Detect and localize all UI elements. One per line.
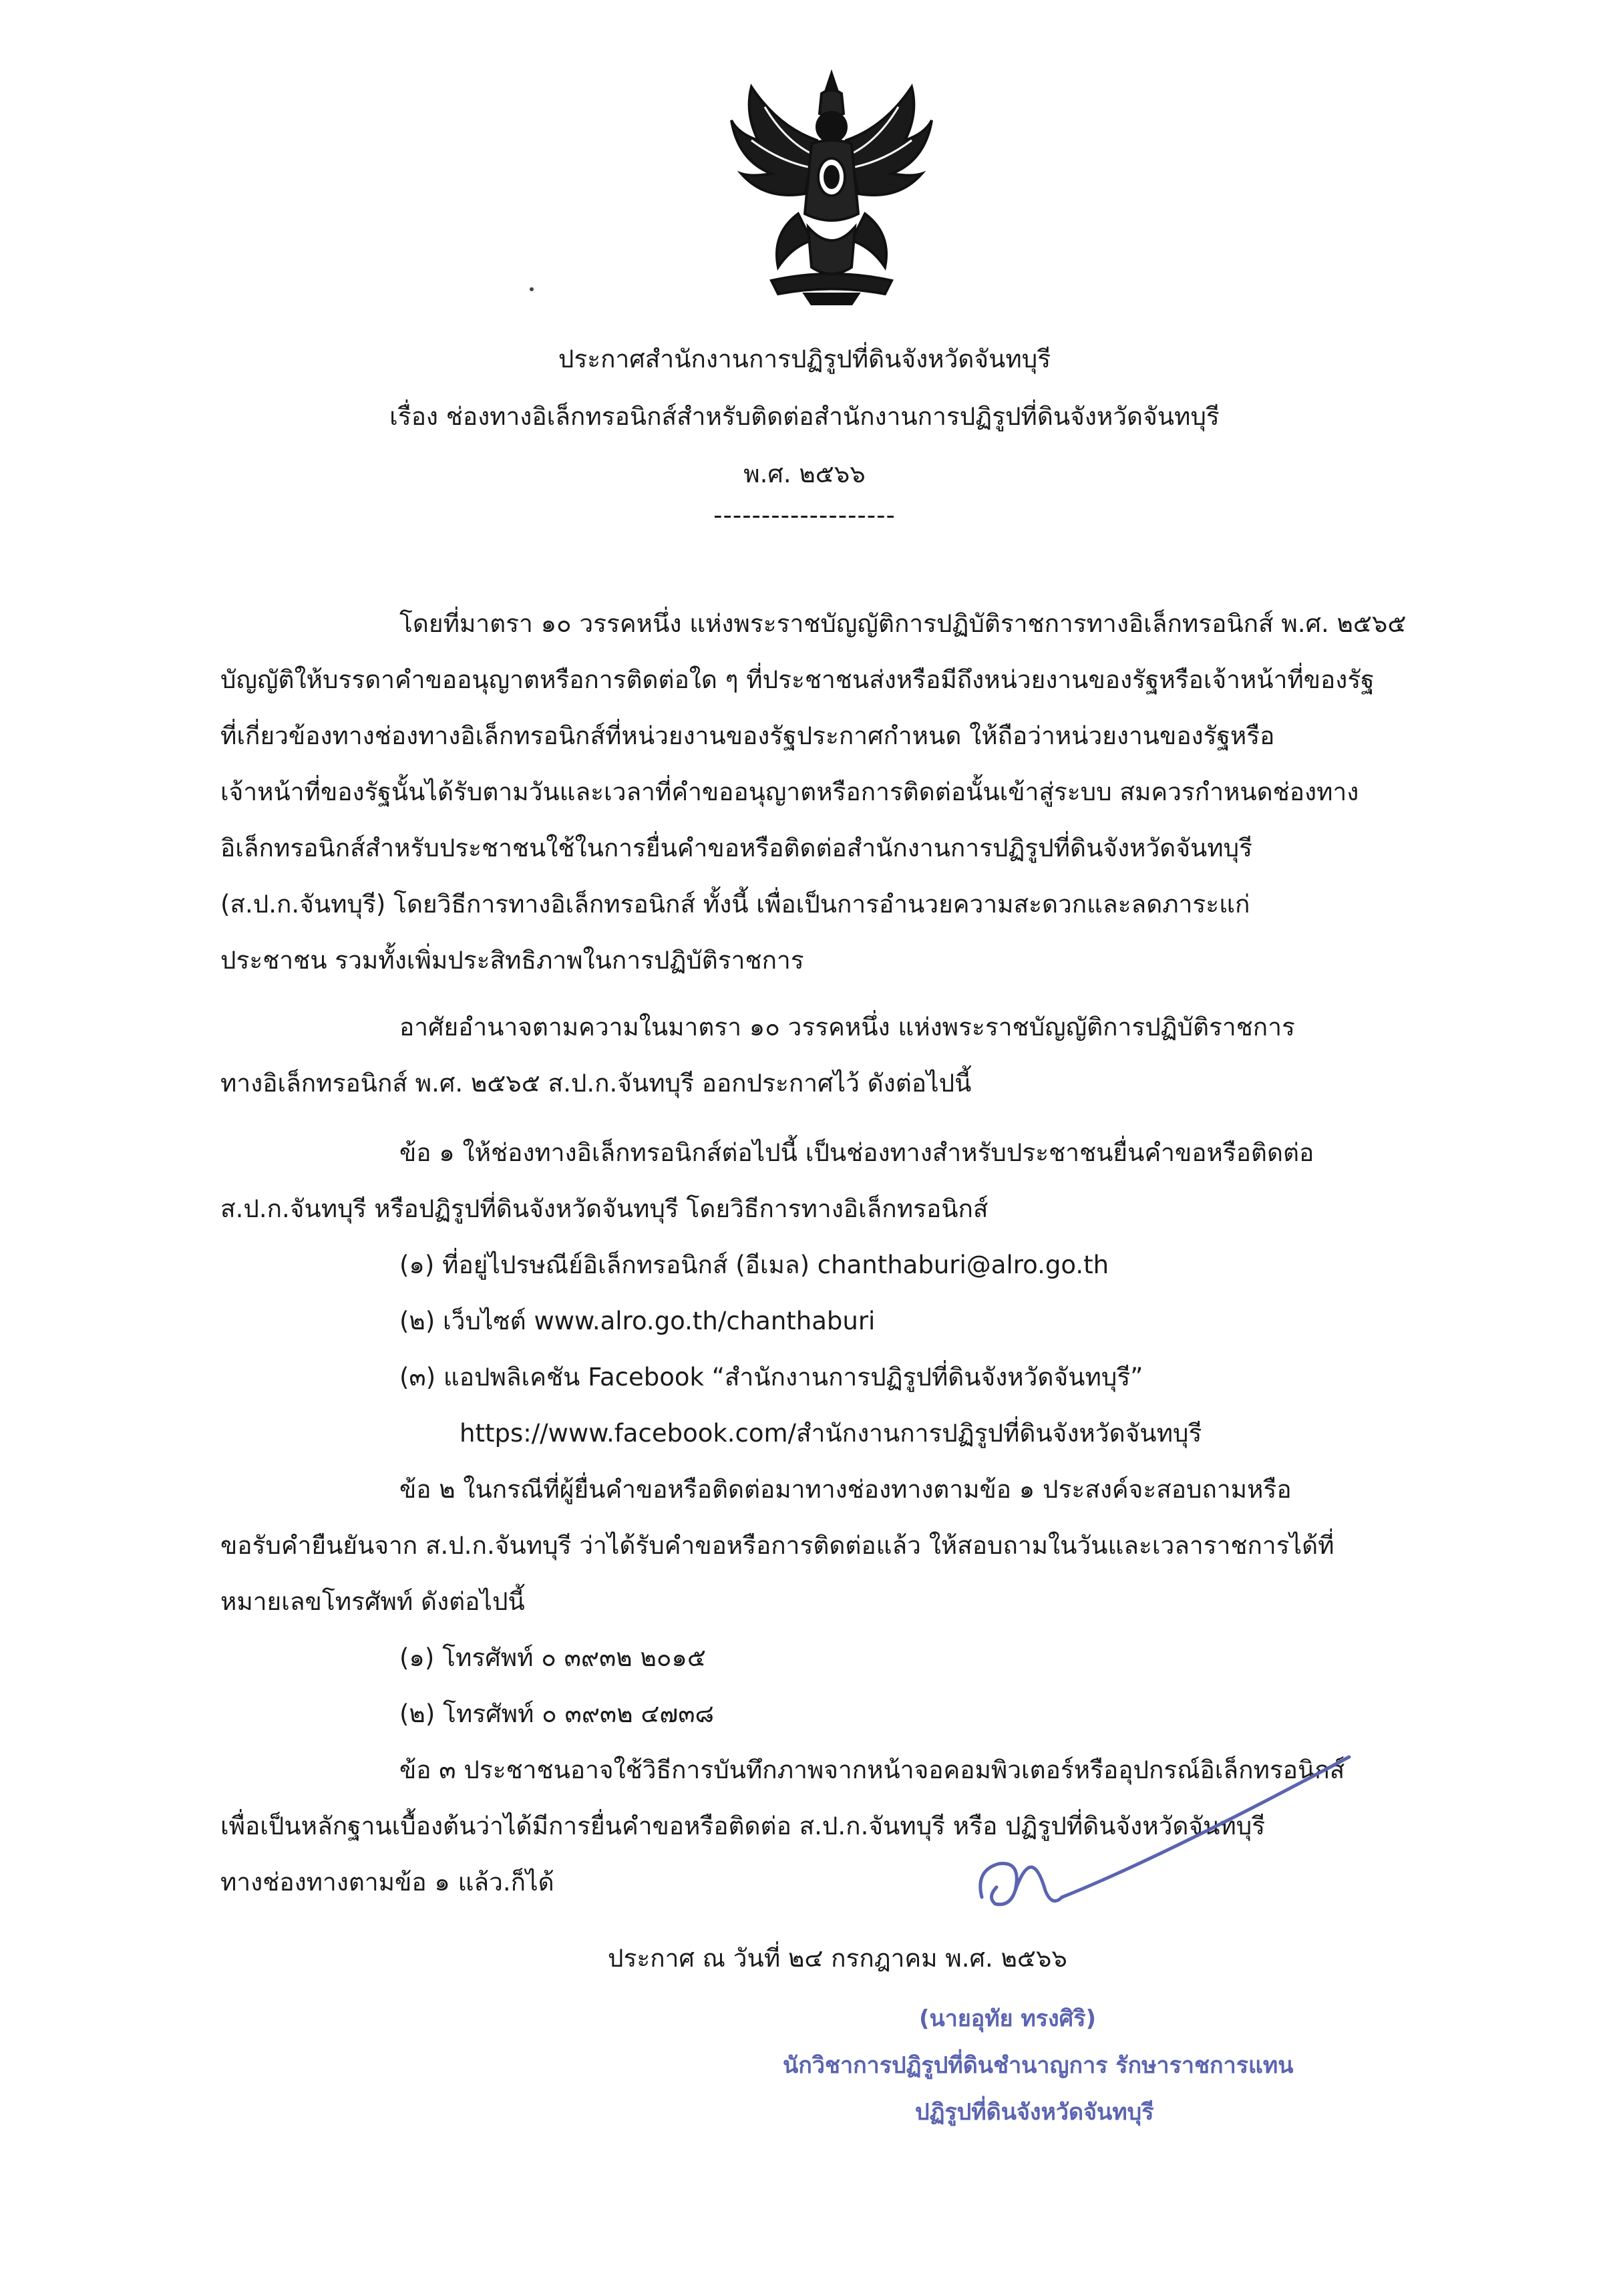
signatory-office: ปฏิรูปที่ดินจังหวัดจันทบุรี <box>915 2099 1154 2126</box>
para1-line: โดยที่มาตรา ๑๐ วรรคหนึ่ง แห่งพระราชบัญญัติการปฏิบัติราชการทางอิเล็กทรอนิกส์ พ.ศ. ๒๕๖๕ <box>399 609 1407 638</box>
garuda-emblem-icon <box>725 67 938 307</box>
announcement-subject: เรื่อง ช่องทางอิเล็กทรอนิกส์สำหรับติดต่อสำนักงานการปฏิรูปที่ดินจังหวัดจันทบุรี <box>389 402 1220 431</box>
channel-facebook: (๓) แอปพลิเคชัน Facebook “สำนักงานการปฏิรูปที่ดินจังหวัดจันทบุรี” <box>399 1363 1143 1391</box>
para1-line: (ส.ป.ก.จันทบุรี) โดยวิธีการทางอิเล็กทรอนิกส์ ทั้งนี้ เพื่อเป็นการอำนวยความสะดวกและลดภาระแก่ <box>220 890 1250 919</box>
para1-line: ประชาชน รวมทั้งเพิ่มประสิทธิภาพในการปฏิบัติราชการ <box>220 946 804 975</box>
clause3-line: ทางช่องทางตามข้อ ๑ แล้ว.ก็ได้ <box>220 1868 554 1897</box>
signatory-position: นักวิชาการปฏิรูปที่ดินชำนาญการ รักษาราชการแทน <box>783 2052 1294 2079</box>
clause1-line: ส.ป.ก.จันทบุรี หรือปฏิรูปที่ดินจังหวัดจันทบุรี โดยวิธีการทางอิเล็กทรอนิกส์ <box>220 1194 989 1223</box>
clause3-line: เพื่อเป็นหลักฐานเบื้องต้นว่าได้มีการยื่นคำขอหรือติดต่อ ส.ป.ก.จันทบุรี หรือ ปฏิรูปที่ดินจังหวัดจันทบุรี <box>220 1812 1266 1840</box>
clause2-line: หมายเลขโทรศัพท์ ดังต่อไปนี้ <box>220 1587 525 1616</box>
announcement-year: พ.ศ. ๒๕๖๖ <box>743 460 866 488</box>
announcement-date: ประกาศ ณ วันที่ ๒๔ กรกฎาคม พ.ศ. ๒๕๖๖ <box>608 1944 1067 1973</box>
channel-facebook-url: https://www.facebook.com/สำนักงานการปฏิรูปที่ดินจังหวัดจันทบุรี <box>460 1419 1202 1448</box>
para1-line: เจ้าหน้าที่ของรัฐนั้นได้รับตามวันและเวลาที่คำขออนุญาตหรือการติดต่อนั้นเข้าสู่ระบบ สมควรกำหนดช่องทาง <box>220 778 1359 806</box>
para1-line: ที่เกี่ยวข้องทางช่องทางอิเล็กทรอนิกส์ที่หน่วยงานของรัฐประกาศกำหนด ให้ถือว่าหน่วยงานของรัฐหรือ <box>220 721 1275 750</box>
phone-1: (๑) โทรศัพท์ ๐ ๓๙๓๒ ๒๐๑๕ <box>399 1643 706 1672</box>
para1-line: อิเล็กทรอนิกส์สำหรับประชาชนใช้ในการยื่นคำขอหรือติดต่อสำนักงานการปฏิรูปที่ดินจังหวัดจันทบุรี <box>220 834 1253 862</box>
channel-email: (๑) ที่อยู่ไปรษณีย์อิเล็กทรอนิกส์ (อีเมล) chanthaburi@alro.go.th <box>399 1251 1109 1279</box>
para1-line: บัญญัติให้บรรดาคำขออนุญาตหรือการติดต่อใด ๆ ที่ประชาชนส่งหรือมีถึงหน่วยงานของรัฐหรือเจ้าหน้าที่ของรัฐ <box>220 665 1375 694</box>
header-divider: ------------------- <box>713 501 896 530</box>
clause2-line: ข้อ ๒ ในกรณีที่ผู้ยื่นคำขอหรือติดต่อมาทางช่องทางตามข้อ ๑ ประสงค์จะสอบถามหรือ <box>399 1475 1292 1504</box>
handwritten-signature <box>962 1737 1376 1964</box>
signatory-name: (นายอุทัย ทรงศิริ) <box>919 2005 1097 2032</box>
phone-2: (๒) โทรศัพท์ ๐ ๓๙๓๒ ๔๗๓๘ <box>399 1699 715 1728</box>
clause3-line: ข้อ ๓ ประชาชนอาจใช้วิธีการบันทึกภาพจากหน้าจอคอมพิวเตอร์หรืออุปกรณ์อิเล็กทรอนิกส์ <box>399 1756 1345 1784</box>
channel-website: (๒) เว็บไซต์ www.alro.go.th/chanthaburi <box>399 1307 876 1335</box>
scan-speck <box>530 287 534 291</box>
para2-line: ทางอิเล็กทรอนิกส์ พ.ศ. ๒๕๖๕ ส.ป.ก.จันทบุรี ออกประกาศไว้ ดังต่อไปนี้ <box>220 1069 972 1098</box>
para2-line: อาศัยอำนาจตามความในมาตรา ๑๐ วรรคหนึ่ง แห่งพระราชบัญญัติการปฏิบัติราชการ <box>399 1013 1295 1041</box>
clause1-line: ข้อ ๑ ให้ช่องทางอิเล็กทรอนิกส์ต่อไปนี้ เป็นช่องทางสำหรับประชาชนยื่นคำขอหรือติดต่อ <box>399 1138 1314 1167</box>
clause2-line: ขอรับคำยืนยันจาก ส.ป.ก.จันทบุรี ว่าได้รับคำขอหรือการติดต่อแล้ว ให้สอบถามในวันและเวลาราชการได้ที่ <box>220 1531 1334 1560</box>
announcement-title: ประกาศสำนักงานการปฏิรูปที่ดินจังหวัดจันทบุรี <box>558 345 1051 373</box>
